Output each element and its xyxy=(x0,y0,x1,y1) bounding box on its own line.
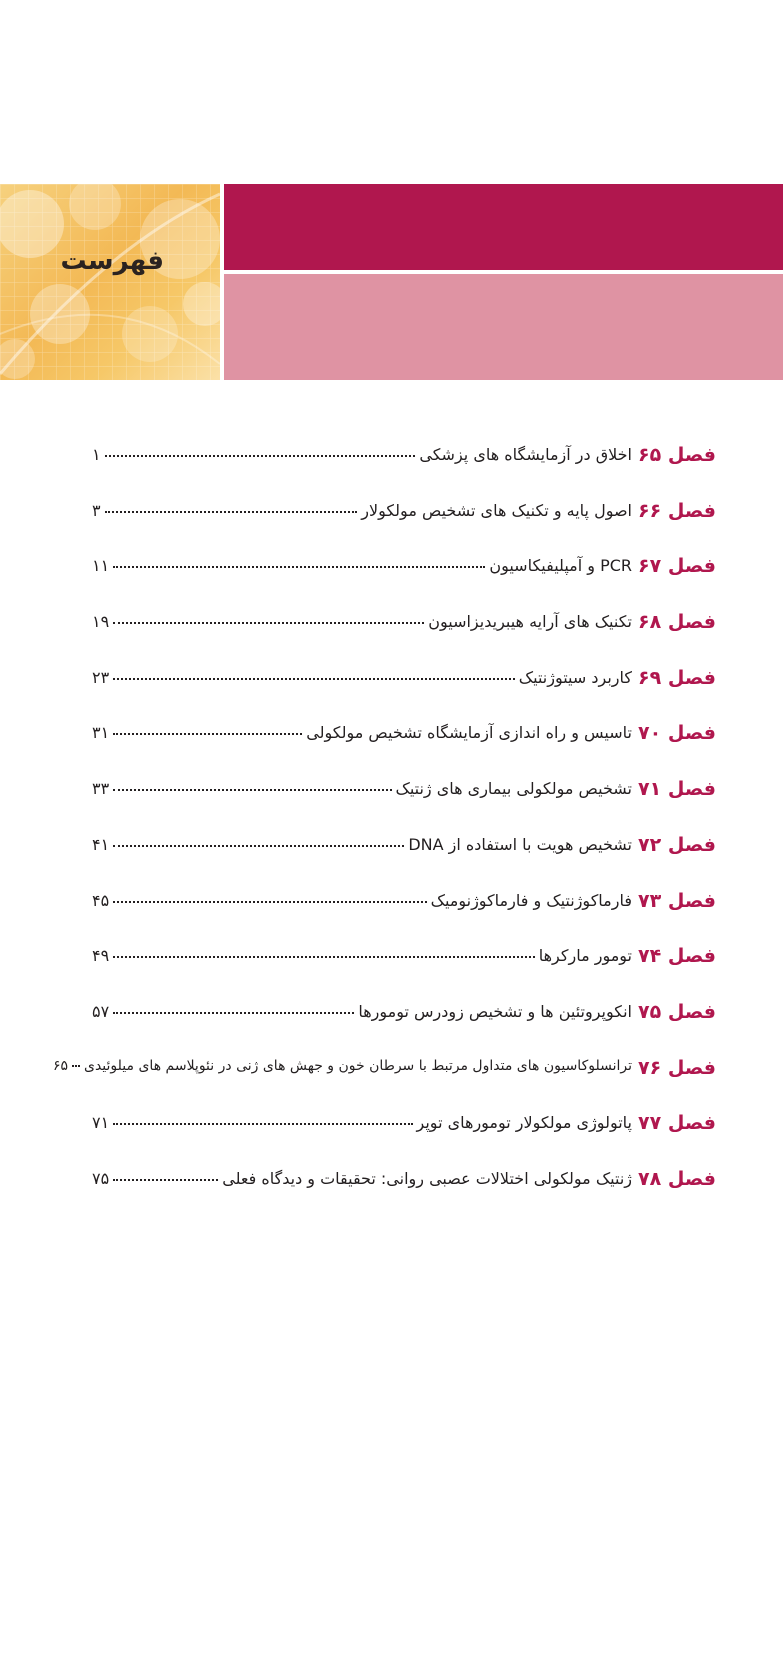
toc-entry xyxy=(92,891,632,910)
toc-row[interactable] xyxy=(92,993,716,1049)
page-number: ۲۳ xyxy=(92,667,110,687)
entry-title: تاسیس و راه اندازی آزمایشگاه تشخیص مولکولی xyxy=(306,723,632,743)
dot-leader xyxy=(72,1064,80,1067)
chapter-label: فصل ۷۸ xyxy=(638,1167,716,1190)
header-band-light xyxy=(224,274,783,380)
dot-leader xyxy=(113,621,424,624)
chapter-label: فصل ۶۸ xyxy=(638,611,716,634)
header-decorative-image xyxy=(0,184,220,380)
page-number: ۴۵ xyxy=(92,890,110,910)
page-number: ۱ xyxy=(92,445,101,464)
toc-row[interactable] xyxy=(92,714,716,770)
dot-leader xyxy=(113,565,485,568)
toc-entry xyxy=(92,556,632,575)
page-number: ۳ xyxy=(92,500,101,520)
chapter-label: فصل ۷۶ xyxy=(638,1056,716,1079)
toc-entry xyxy=(52,1057,632,1074)
entry-title: تکنیک های آرایه هیبریدیزاسیون xyxy=(428,612,632,632)
toc-entry xyxy=(92,835,632,854)
entry-title: PCR و آمپلیفیکاسیون xyxy=(489,556,632,576)
chapter-label: فصل ۷۰ xyxy=(638,722,716,745)
dot-leader xyxy=(113,844,404,847)
page-number: ۷۱ xyxy=(92,1113,110,1133)
chapter-label: فصل ۶۷ xyxy=(638,555,716,578)
entry-title: اصول پایه و تکنیک های تشخیص مولکولار xyxy=(361,500,632,520)
chapter-label: فصل ۷۷ xyxy=(638,1112,716,1135)
toc-entry xyxy=(92,779,632,798)
toc-row[interactable] xyxy=(92,1104,716,1160)
chapter-label: فصل ۶۶ xyxy=(638,499,716,522)
toc-entry xyxy=(92,1002,632,1021)
entry-title: پاتولوژی مولکولار تومورهای توپر xyxy=(416,1113,632,1133)
dot-leader xyxy=(113,1122,412,1125)
page-number: ۱۹ xyxy=(92,612,110,632)
chapter-label: فصل ۷۵ xyxy=(638,1000,716,1023)
header-band-dark xyxy=(224,184,783,270)
toc-entry xyxy=(92,445,632,464)
toc-entry xyxy=(92,723,632,742)
page-number: ۳۳ xyxy=(92,779,110,799)
dot-leader xyxy=(113,732,302,735)
toc-row[interactable] xyxy=(92,1160,716,1216)
entry-title: تومور مارکرها xyxy=(538,946,632,966)
chapter-label: فصل ۶۹ xyxy=(638,666,716,689)
page-number: ۱۱ xyxy=(92,556,110,576)
toc-entry xyxy=(92,1169,632,1188)
entry-title: کاربرد سیتوژنتیک xyxy=(518,667,632,687)
page-number: ۴۹ xyxy=(92,946,110,966)
toc-row[interactable] xyxy=(92,826,716,882)
toc-entry xyxy=(92,1113,632,1132)
entry-title: تشخیص هویت با استفاده از DNA xyxy=(408,834,632,854)
toc-row[interactable] xyxy=(92,659,716,715)
entry-title: انکوپروتئین ها و تشخیص زودرس تومورها xyxy=(358,1001,632,1021)
toc-entry xyxy=(92,612,632,631)
dot-leader xyxy=(113,788,391,791)
toc-row[interactable] xyxy=(92,492,716,548)
chapter-label: فصل ۷۳ xyxy=(638,889,716,912)
chapter-label: فصل ۷۴ xyxy=(638,945,716,968)
entry-title: ترانسلوکاسیون های متداول مرتبط با سرطان خون و جهش های ژنی در نئوپلاسم های میلوئیدی xyxy=(84,1057,632,1074)
page-number: ۶۵ xyxy=(52,1057,68,1074)
dot-leader xyxy=(113,900,426,903)
table-of-contents xyxy=(52,436,716,1216)
dot-leader xyxy=(105,454,416,457)
chapter-label: فصل ۷۲ xyxy=(638,833,716,856)
toc-entry xyxy=(92,946,632,965)
toc-row[interactable] xyxy=(92,436,716,492)
dot-leader xyxy=(113,1178,218,1181)
dot-leader xyxy=(113,955,535,958)
header-banner xyxy=(0,184,783,380)
toc-row[interactable] xyxy=(92,603,716,659)
page-number: ۳۱ xyxy=(92,723,110,743)
page-number: ۷۵ xyxy=(92,1168,110,1188)
toc-row[interactable] xyxy=(52,1049,716,1105)
dot-leader xyxy=(113,677,515,680)
dot-leader xyxy=(105,510,358,513)
entry-title: اخلاق در آزمایشگاه های پزشکی xyxy=(419,445,632,464)
toc-row[interactable] xyxy=(92,937,716,993)
entry-title: فارماکوژنتیک و فارماکوژنومیک xyxy=(430,890,632,910)
toc-entry xyxy=(92,668,632,687)
toc-entry xyxy=(92,501,632,520)
entry-title: تشخیص مولکولی بیماری های ژنتیک xyxy=(395,779,632,799)
toc-row[interactable] xyxy=(92,547,716,603)
page-number: ۴۱ xyxy=(92,834,110,854)
dot-leader xyxy=(113,1011,354,1014)
bokeh-grid-graphic xyxy=(0,184,220,380)
toc-row[interactable] xyxy=(92,770,716,826)
page-number: ۵۷ xyxy=(92,1001,110,1021)
entry-title: ژنتیک مولکولی اختلالات عصبی روانی: تحقیقات و دیدگاه فعلی xyxy=(222,1168,632,1188)
chapter-label: فصل ۶۵ xyxy=(638,444,716,466)
toc-row[interactable] xyxy=(92,882,716,938)
page-title: فهرست xyxy=(60,246,164,276)
chapter-label: فصل ۷۱ xyxy=(638,778,716,801)
